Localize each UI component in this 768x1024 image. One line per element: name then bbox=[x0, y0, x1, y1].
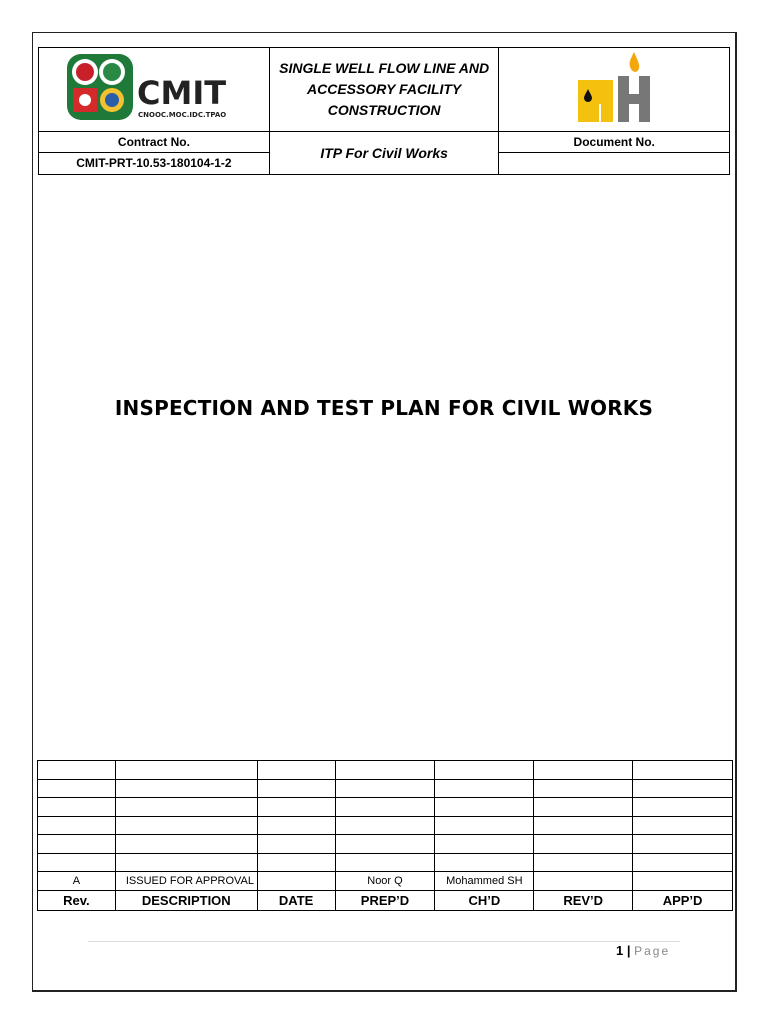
revision-row bbox=[38, 853, 733, 872]
revision-cell bbox=[335, 816, 435, 835]
revision-cell bbox=[633, 798, 733, 817]
revision-cell bbox=[257, 835, 335, 854]
footer-divider bbox=[88, 941, 680, 942]
revision-cell bbox=[534, 798, 633, 817]
revision-cell bbox=[633, 779, 733, 798]
revision-cell bbox=[633, 835, 733, 854]
revision-cell bbox=[633, 872, 733, 891]
revision-cell bbox=[257, 816, 335, 835]
rh-logo bbox=[576, 50, 652, 124]
revision-cell bbox=[115, 835, 257, 854]
cmit-logo-text: CMIT bbox=[136, 73, 226, 112]
revision-column-header: PREP’D bbox=[335, 890, 435, 910]
revision-row bbox=[38, 798, 733, 817]
cmit-logo-subtext: CNOOC.MOC.IDC.TPAO bbox=[137, 110, 227, 119]
revision-cell bbox=[435, 798, 534, 817]
revision-column-header: REV’D bbox=[534, 890, 633, 910]
contract-label: Contract No. bbox=[39, 131, 270, 152]
client-logo-cell bbox=[499, 48, 730, 132]
revision-cell bbox=[534, 779, 633, 798]
revision-cell bbox=[38, 779, 116, 798]
revision-column-header: APP’D bbox=[633, 890, 733, 910]
revision-column-header: DESCRIPTION bbox=[115, 890, 257, 910]
revision-column-header: DATE bbox=[257, 890, 335, 910]
cmit-logo bbox=[65, 52, 243, 122]
project-title-line: SINGLE WELL FLOW LINE AND bbox=[279, 59, 490, 76]
revision-row bbox=[38, 872, 733, 891]
revision-cell bbox=[534, 872, 633, 891]
revision-cell bbox=[38, 761, 116, 780]
revision-cell bbox=[335, 779, 435, 798]
revision-cell: Mohammed SH bbox=[435, 872, 534, 891]
company-logo-cell bbox=[39, 48, 270, 132]
revision-cell bbox=[257, 761, 335, 780]
page-number-value: 1 bbox=[616, 943, 624, 958]
page-separator: | bbox=[626, 943, 631, 958]
revision-cell bbox=[115, 853, 257, 872]
revision-cell bbox=[115, 798, 257, 817]
revision-cell bbox=[115, 816, 257, 835]
revision-cell bbox=[633, 761, 733, 780]
revision-cell bbox=[257, 798, 335, 817]
revision-row bbox=[38, 761, 733, 780]
revision-cell bbox=[435, 816, 534, 835]
revision-cell bbox=[38, 853, 116, 872]
document-label: Document No. bbox=[499, 131, 730, 152]
revision-cell bbox=[435, 779, 534, 798]
project-title-line: CONSTRUCTION bbox=[327, 101, 441, 118]
revision-cell: Noor Q bbox=[335, 872, 435, 891]
page-label: Page bbox=[634, 944, 671, 958]
revision-cell bbox=[257, 853, 335, 872]
revision-cell bbox=[335, 798, 435, 817]
revision-cell bbox=[38, 835, 116, 854]
project-title-line: ACCESSORY FACILITY bbox=[306, 80, 462, 97]
revision-cell bbox=[534, 853, 633, 872]
revision-cell bbox=[435, 761, 534, 780]
revision-cell bbox=[38, 798, 116, 817]
revision-column-header: Rev. bbox=[38, 890, 116, 910]
revision-cell bbox=[115, 761, 257, 780]
revision-cell bbox=[335, 853, 435, 872]
document-subtitle: ITP For Civil Works bbox=[269, 131, 499, 174]
revision-cell: A bbox=[38, 872, 116, 891]
revision-cell bbox=[115, 779, 257, 798]
contract-value: CMIT-PRT-10.53-180104-1-2 bbox=[39, 152, 270, 174]
revision-cell bbox=[534, 835, 633, 854]
revision-cell bbox=[38, 816, 116, 835]
revision-cell bbox=[534, 816, 633, 835]
revision-table bbox=[37, 760, 733, 911]
main-title: INSPECTION AND TEST PLAN FOR CIVIL WORKS bbox=[114, 396, 654, 420]
page-number bbox=[616, 943, 670, 958]
revision-header-row bbox=[38, 890, 733, 910]
revision-cell bbox=[633, 853, 733, 872]
revision-cell bbox=[633, 816, 733, 835]
document-value bbox=[499, 152, 730, 174]
header-table bbox=[38, 47, 730, 175]
revision-row bbox=[38, 816, 733, 835]
revision-cell: ISSUED FOR APPROVAL bbox=[115, 872, 257, 891]
revision-row bbox=[38, 779, 733, 798]
revision-cell bbox=[335, 835, 435, 854]
revision-cell bbox=[257, 872, 335, 891]
revision-row bbox=[38, 835, 733, 854]
revision-cell bbox=[335, 761, 435, 780]
revision-cell bbox=[257, 779, 335, 798]
revision-cell bbox=[534, 761, 633, 780]
revision-column-header: CH’D bbox=[435, 890, 534, 910]
revision-cell bbox=[435, 853, 534, 872]
project-title bbox=[269, 48, 499, 132]
revision-cell bbox=[435, 835, 534, 854]
